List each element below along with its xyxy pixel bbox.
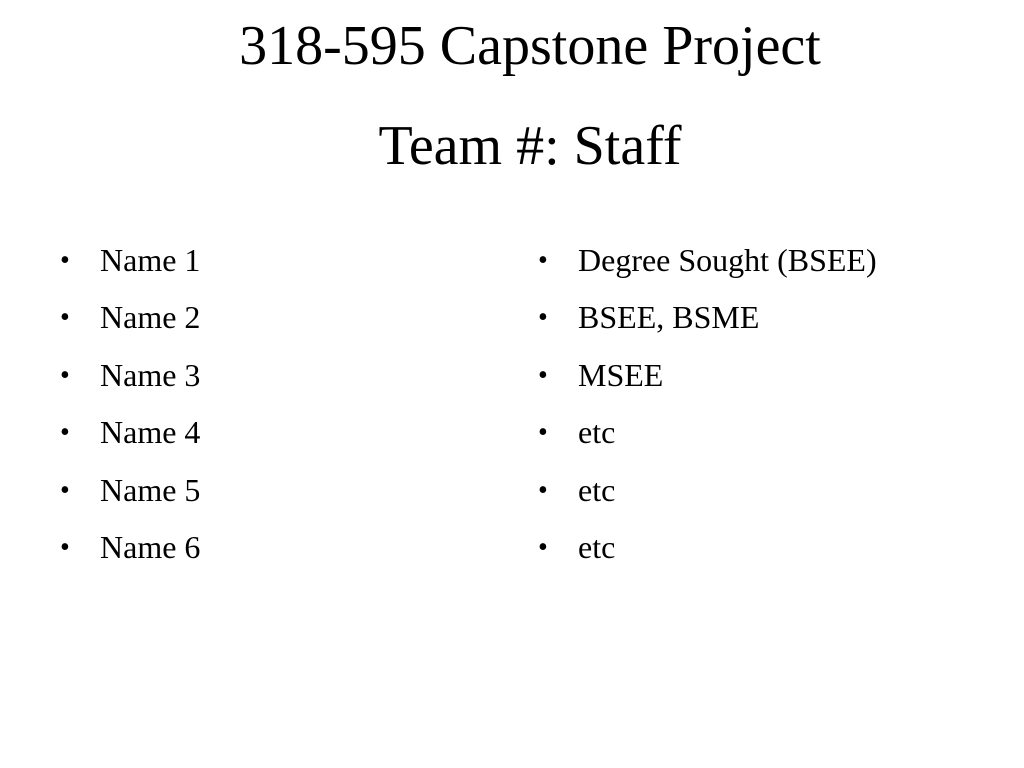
list-item (60, 289, 480, 346)
bullet-icon: • (60, 359, 70, 391)
team-member-name: Name 6 (100, 528, 201, 565)
bullet-icon: • (60, 531, 70, 563)
degree-text: etc (578, 471, 616, 508)
list-item (538, 462, 1008, 519)
bullet-icon: • (538, 417, 548, 449)
bullet-icon: • (538, 245, 548, 276)
team-member-name: Name 4 (100, 414, 201, 451)
bullet-icon: • (538, 474, 548, 506)
team-member-name: Name 3 (100, 356, 201, 393)
list-item (60, 462, 480, 519)
title-team: Team #: Staff (378, 115, 682, 177)
list-item (538, 404, 1008, 461)
team-member-name: Name 5 (100, 471, 201, 508)
degrees-list (538, 232, 1008, 576)
list-item (60, 232, 480, 289)
degree-text: etc (578, 528, 616, 565)
list-item (538, 347, 1008, 404)
degree-text: BSEE, BSME (578, 299, 760, 336)
degree-text: Degree Sought (BSEE) (578, 242, 877, 278)
list-item (60, 347, 480, 404)
bullet-icon: • (60, 474, 70, 506)
bullet-icon: • (538, 531, 548, 563)
bullet-icon: • (60, 302, 70, 334)
slide-title (0, 12, 1024, 177)
degree-text: MSEE (578, 356, 664, 393)
bullet-icon: • (538, 359, 548, 391)
title-course: 318-595 Capstone Project (239, 15, 821, 77)
list-item (538, 232, 1008, 289)
list-item (60, 519, 480, 576)
list-item (538, 289, 1008, 346)
names-list (60, 232, 480, 576)
list-item (60, 404, 480, 461)
bullet-icon: • (60, 417, 70, 449)
team-member-name: Name 1 (100, 242, 201, 278)
list-item (538, 519, 1008, 576)
team-member-name: Name 2 (100, 299, 201, 336)
bullet-icon: • (538, 302, 548, 334)
degree-text: etc (578, 414, 616, 451)
bullet-icon: • (60, 245, 70, 276)
